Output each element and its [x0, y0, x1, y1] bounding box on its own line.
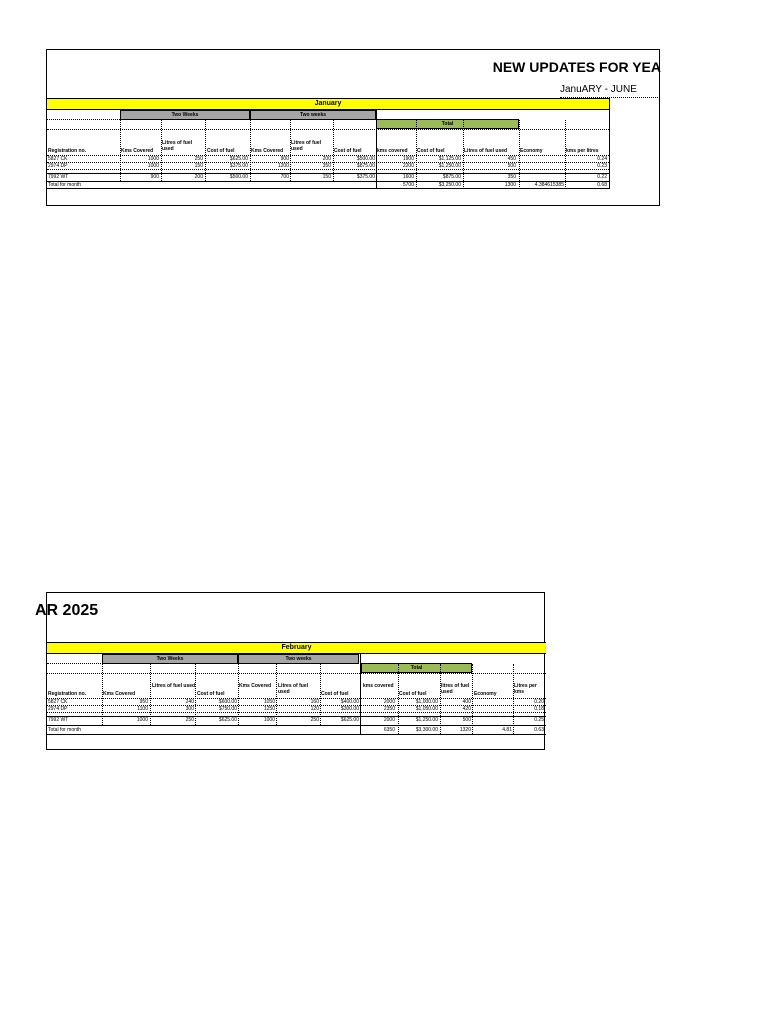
col-header-kms-covered: Kms Covered	[121, 148, 154, 154]
sheet-page-february	[35, 592, 545, 750]
cell-litres-2: 160	[310, 699, 319, 705]
report-period: JanuARY - JUNE	[560, 84, 637, 95]
grid-line	[47, 129, 609, 130]
col-header-kms-covered: Kms Covered	[103, 691, 136, 697]
group-header-two-weeks-2: Two weeks	[250, 110, 376, 120]
cell-total-kms: 2000	[383, 717, 395, 723]
col-header-kms-per-litres: kms per litres	[566, 148, 599, 154]
cell-cost: $625.00	[229, 156, 248, 162]
group-header-two-weeks-1: Two Weeks	[120, 110, 250, 120]
cell-cost: $500.00	[229, 174, 248, 180]
totals-kms: 6350	[383, 727, 395, 733]
cell-registration: 2974 DP	[48, 706, 68, 712]
cell-cost: $375.00	[229, 163, 248, 169]
col-header-cost-2: Cost of fuel	[321, 691, 349, 697]
group-header-two-weeks-1: Two Weeks	[102, 654, 238, 664]
cell-total-litres: 400	[462, 699, 471, 705]
cell-registration: 5827 CK	[48, 156, 68, 162]
totals-economy: 4.384615385	[534, 182, 564, 188]
cell-total-kms: 2350	[383, 706, 395, 712]
cell-total-cost: $1,000.00	[415, 699, 438, 705]
cell-kms-2: 1000	[263, 717, 275, 723]
cell-litres-per-kms: 0.20	[534, 699, 544, 705]
col-header-registration: Registration no.	[48, 148, 87, 154]
cell-kms-2: 900	[280, 156, 289, 162]
cell-kms: 1100	[137, 706, 148, 712]
cell-kms-2: 700	[280, 174, 289, 180]
cell-total-litres: 500	[507, 163, 516, 169]
cell-kms-per-litres: 0.23	[597, 163, 607, 169]
col-header-total-litres: Litres of fuel used	[464, 148, 508, 154]
cell-litres: 300	[185, 706, 194, 712]
grid-line	[290, 120, 291, 181]
cell-cost-2: $875.00	[356, 163, 375, 169]
cell-registration: 7992 WT	[48, 174, 69, 180]
cell-registration: 2974 DP	[48, 163, 68, 169]
grid-line	[320, 664, 321, 725]
grid-line	[47, 181, 609, 182]
totals-label: Total for month	[48, 727, 82, 733]
cell-kms-2: 1050	[263, 699, 275, 705]
sheet-page-january	[46, 49, 660, 206]
cell-kms-per-litres: 0.24	[597, 156, 607, 162]
grid-line	[440, 664, 441, 734]
cell-total-litres: 350	[507, 174, 516, 180]
totals-cost: $3,300.00	[415, 727, 438, 733]
grid-line	[47, 663, 361, 664]
col-header-economy: Economy	[520, 148, 543, 154]
cell-kms: 900	[150, 174, 159, 180]
col-header-kms-covered-2: Kms Covered	[251, 148, 284, 154]
grid-line	[376, 110, 377, 189]
cell-cost: $750.00	[218, 706, 237, 712]
grid-line	[398, 664, 399, 734]
col-header-registration: Registration no.	[48, 691, 87, 697]
cell-litres-2: 250	[310, 717, 319, 723]
cell-cost-2: $625.00	[340, 717, 359, 723]
cell-litres: 250	[185, 717, 194, 723]
cell-kms: 1000	[136, 717, 148, 723]
col-header-litres-2: Litres of fuel used	[291, 140, 322, 152]
cell-registration: 5827 CK	[48, 699, 68, 705]
cell-kms: 950	[139, 699, 148, 705]
grid-line	[463, 120, 464, 189]
grid-line	[276, 664, 277, 725]
grid-line	[472, 664, 473, 734]
grid-line	[47, 173, 609, 174]
totals-economy: 4.81	[502, 727, 512, 733]
report-title-continued: AR 2025	[35, 602, 99, 619]
cell-registration: 7992 WT	[48, 717, 69, 723]
cell-litres-per-kms: 0.25	[534, 717, 544, 723]
grid-line	[565, 120, 566, 189]
col-header-litres-2: Litres of fuel used	[278, 683, 309, 695]
group-header-two-weeks-2: Two weeks	[238, 654, 359, 664]
report-title: NEW UPDATES FOR YEA	[492, 59, 661, 75]
col-header-total-cost: Cost of fuel	[417, 148, 445, 154]
month-header: January	[47, 98, 609, 110]
cell-total-cost: $1,250.00	[415, 717, 438, 723]
cell-total-cost: $1,050.00	[415, 706, 438, 712]
totals-litres: 1320	[459, 727, 471, 733]
grid-line	[47, 734, 546, 735]
month-header: February	[47, 642, 546, 654]
grid-line	[360, 654, 361, 734]
grid-line	[47, 188, 609, 189]
cell-litres-per-kms: 0.18	[534, 706, 544, 712]
cell-cost-2: $400.00	[340, 699, 359, 705]
col-header-total-kms: kms covered	[377, 148, 408, 154]
cell-total-cost: $1,125.00	[438, 156, 461, 162]
col-header-total-cost: Cost of fuel	[399, 691, 427, 697]
cell-kms-2: 1250	[263, 706, 275, 712]
grid-line	[333, 120, 334, 181]
col-header-cost-2: Cost of fuel	[334, 148, 362, 154]
cell-cost-2: $500.00	[356, 156, 375, 162]
totals-kms: 5700	[402, 182, 414, 188]
cell-litres-2: 120	[310, 706, 319, 712]
cell-kms-2: 1200	[277, 163, 289, 169]
grid-line	[161, 120, 162, 181]
grid-line	[250, 120, 251, 181]
cell-litres-2: 200	[322, 156, 331, 162]
col-header-litres-per-kms: Litres per kms	[514, 683, 537, 695]
cell-litres: 150	[194, 163, 203, 169]
totals-litres-per-kms: 0.63	[534, 727, 544, 733]
cell-total-cost: $875.00	[442, 174, 461, 180]
grid-line	[150, 664, 151, 725]
cell-total-kms: 2000	[383, 699, 395, 705]
cell-cost-2: $375.00	[356, 174, 375, 180]
col-header-litres: Litres of fuel used	[152, 683, 196, 689]
cell-litres: 240	[185, 699, 194, 705]
totals-cost: $3,250.00	[438, 182, 461, 188]
col-header-economy: Economy	[474, 691, 497, 697]
col-header-cost: Cost of fuel	[207, 148, 235, 154]
col-header-cost: Cost of fuel	[197, 691, 225, 697]
cell-kms: 1000	[147, 163, 159, 169]
grid-line	[120, 120, 121, 181]
totals-kms-per-litres: 0.68	[597, 182, 607, 188]
cell-kms-per-litres: 0.22	[597, 174, 607, 180]
cell-litres-2: 150	[322, 174, 331, 180]
cell-cost-2: $300.00	[340, 706, 359, 712]
grid-line	[47, 169, 609, 170]
col-header-total-litres: litres of fuel used	[441, 683, 470, 695]
cell-litres: 200	[194, 174, 203, 180]
col-header-kms-covered-2: Kms Covered	[239, 683, 272, 689]
cell-cost: $625.00	[218, 717, 237, 723]
cell-cost: $600.00	[218, 699, 237, 705]
grid-line	[195, 664, 196, 725]
grid-line	[47, 119, 376, 120]
grid-line	[416, 120, 417, 189]
cell-litres-2: 350	[322, 163, 331, 169]
grid-line	[609, 98, 610, 189]
cell-total-litres: 420	[462, 706, 471, 712]
grid-line	[47, 162, 609, 163]
grid-line	[513, 664, 514, 734]
cell-total-litres: 450	[507, 156, 516, 162]
col-header-litres: Litres of fuel used	[162, 140, 193, 152]
grid-line	[102, 664, 103, 725]
cell-total-kms: 1600	[402, 174, 414, 180]
grid-line	[238, 664, 239, 725]
totals-label: Total for month	[48, 182, 82, 188]
grid-line	[47, 155, 609, 156]
cell-total-kms: 1900	[402, 156, 414, 162]
cell-kms: 1000	[147, 156, 159, 162]
col-header-total-kms: kms covered	[363, 683, 394, 689]
cell-total-litres: 500	[462, 717, 471, 723]
total-header: Total	[361, 663, 472, 673]
cell-total-kms: 2200	[402, 163, 414, 169]
cell-total-cost: $1,250.00	[438, 163, 461, 169]
cell-litres: 250	[194, 156, 203, 162]
grid-line	[519, 120, 520, 189]
grid-line	[205, 120, 206, 181]
total-header: Total	[376, 119, 519, 129]
totals-litres: 1300	[504, 182, 516, 188]
